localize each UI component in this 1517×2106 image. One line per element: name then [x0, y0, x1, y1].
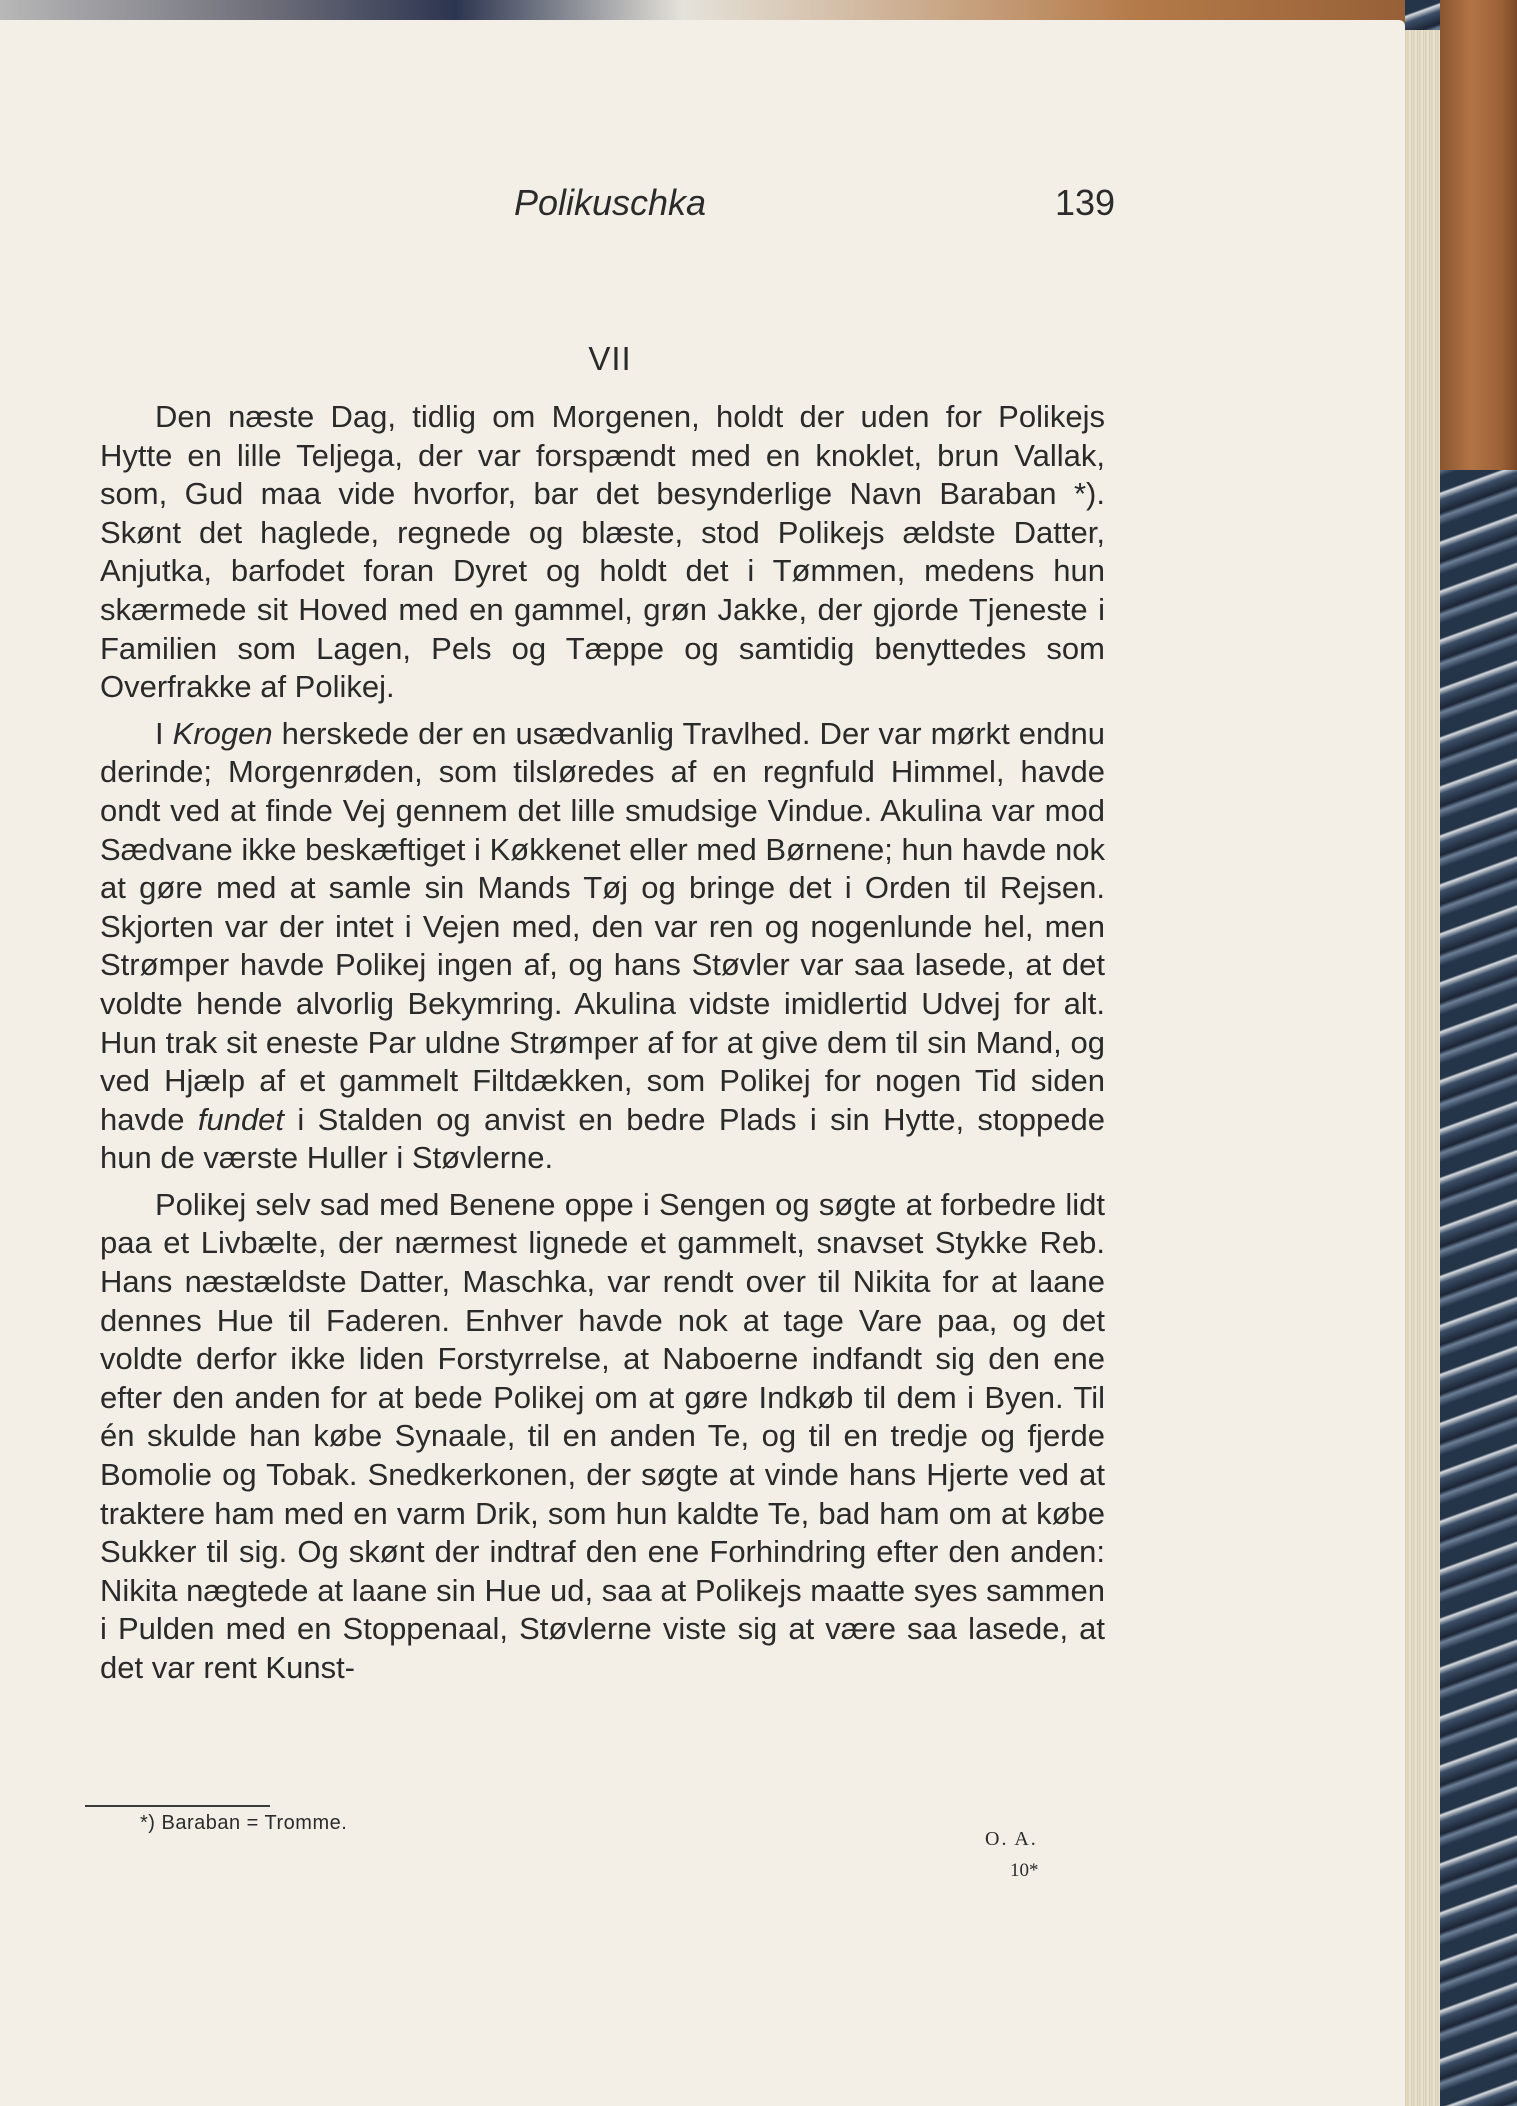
- page-stack-edge: [1400, 30, 1440, 2106]
- paragraph: [100, 1186, 1105, 1688]
- page-number: 139: [1055, 182, 1116, 223]
- text-run: herskede der en usædvanlig Travlhed. Der var mørkt endnu derinde; Morgenrøden, som tilsløredes af en regnfuld Himmel, havde ondt ved at finde Vej gennem det lille smudsige Vindue. Akulina var mod Sædvane ikke beskæftiget i Køkkenet eller med Børnene; hun havde nok at gøre med at samle sin Mands Tøj og bringe det i Orden til Rejsen. Skjorten var der intet i Vejen med, den var ren og nogenlunde hel, men Strømper havde Polikej ingen af, og hans Støvler var saa lasede, at det voldte hende alvorlig Bekymring. Akulina vidste imidlertid Udvej for alt. Hun trak sit eneste Par uldne Strømper af for at give dem til sin Mand, og ved Hjælp af et gammelt Filtdækken, som Polikej for nogen Tid siden havde: [100, 715, 1106, 1137]
- text-run: Polikej selv sad med Benene oppe i Sengen og søgte at forbedre lidt paa et Livbælte, der nærmest lignede et gammelt, snavset Stykke Reb. Hans næstældste Datter, Maschka, var rendt over til Nikita for at laane dennes Hue til Faderen. Enhver havde nok at tage Vare paa, og det voldte derfor ikke liden Forstyrrelse, at Naboerne indfandt sig den ene efter den anden for at bede Polikej om at gøre Indkøb til dem i Byen. Til én skulde han købe Synaale, til en anden Te, og til en tredje og fjerde Bomolie og Tobak. Snedkerkonen, der søgte at vinde hans Hjerte ved at traktere ham med en varm Drik, som hun kaldte Te, bad ham om at købe Sukker til sig. Og skønt der indtraf den ene Forhindring efter den anden: Nikita nægtede at laane sin Hue ud, saa at Polikejs maatte syes sammen i Pulden med en Stoppenaal, Støvlerne viste sig at være saa lasede, at det var rent Kunst-: [100, 1186, 1105, 1685]
- chapter-heading: VII: [588, 340, 632, 377]
- emphasis: Krogen: [172, 715, 273, 751]
- footnote: *) Baraban = Tromme.: [140, 1812, 348, 1834]
- body-text: [100, 398, 1105, 1688]
- emphasis: fundet: [197, 1101, 285, 1137]
- sheet-signature: 10*: [1010, 1860, 1039, 1881]
- text-run: Den næste Dag, tidlig om Morgenen, holdt der uden for Polikejs Hytte en lille Teljega, der var forspændt med en knoklet, brun Vallak, som, Gud maa vide hvorfor, bar det besynderlige Navn Baraban *). Skønt det haglede, regnede og blæste, stod Polikejs ældste Datter, Anjutka, barfodet foran Dyret og holdt det i Tømmen, medens hun skærmede sit Hoved med en gammel, grøn Jakke, der gjorde Tjeneste i Familien som Lagen, Pels og Tæppe og samtidig benyttedes som Overfrakke af Polikej.: [100, 399, 1105, 705]
- running-head: [0, 182, 1405, 242]
- text-run: i Stalden og anvist en bedre Plads i sin Hytte, stoppede hun de værste Huller i Støvlerne.: [100, 1101, 1105, 1176]
- translator-initials: O. A.: [985, 1828, 1038, 1850]
- paragraph: [100, 398, 1105, 707]
- book-page: [0, 20, 1405, 2106]
- leather-spine-corner: [1440, 0, 1517, 470]
- running-title: Polikuschka: [513, 182, 707, 223]
- paragraph: [100, 715, 1105, 1178]
- footnote-rule: [85, 1805, 270, 1807]
- text-run: I: [155, 715, 173, 751]
